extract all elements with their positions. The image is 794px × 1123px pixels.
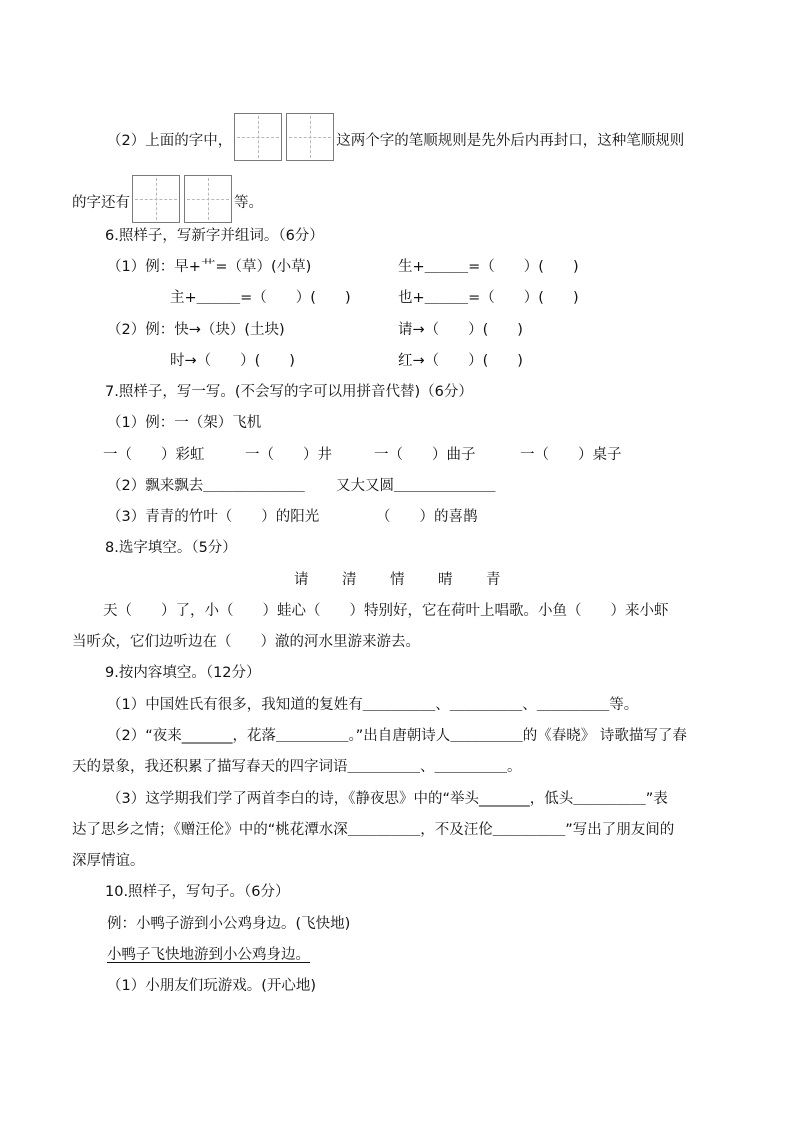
- q10-example: 例：小鸭子游到小公鸡身边。(飞快地): [107, 916, 351, 932]
- q5-2-line2: [72, 179, 263, 227]
- q8-title: 8.选字填空。（5分）: [105, 540, 237, 556]
- q7-item-well[interactable]: 一（ ）井: [245, 447, 332, 463]
- q7-title: 7.照样子，写一写。(不会写的字可以用拼音代替)（6分）: [105, 384, 473, 400]
- q7-row2-a[interactable]: （2）飘来飘去＿＿＿＿＿＿＿: [107, 478, 305, 494]
- q10-example-answer: 小鸭子飞快地游到小公鸡身边。: [107, 947, 310, 963]
- q6-row4-a[interactable]: 时→（ ）( ): [170, 353, 295, 369]
- q7-row2-b[interactable]: 又大又圆＿＿＿＿＿＿＿: [336, 478, 496, 494]
- q8-choice-2: 清: [342, 572, 357, 588]
- q9-line6: 深厚情谊。: [72, 853, 145, 869]
- q5-2-text-b: 这两个字的笔顺规则是先外后内再封口，这种笔顺规则: [336, 133, 685, 149]
- q6-row1-b[interactable]: 生+＿＿＿=（ ）( ): [398, 259, 579, 275]
- q6-row3-a: （2）例：快→（块）(土块): [107, 322, 285, 338]
- q6-row3-b[interactable]: 请→（ ）( ): [398, 322, 523, 338]
- q8-choice-5: 青: [486, 572, 501, 588]
- q7-item-rainbow[interactable]: 一（ ）彩虹: [103, 447, 205, 463]
- q6-row2-b[interactable]: 也+＿＿＿=（ ）( ): [398, 290, 579, 306]
- q10-item1: （1）小朋友们玩游戏。(开心地): [107, 978, 317, 994]
- q5-2-text-c: 的字还有: [72, 195, 130, 211]
- q7-row3-b[interactable]: （ ）的喜鹊: [376, 509, 478, 525]
- q10-title: 10.照样子，写句子。（6分）: [105, 884, 290, 900]
- q8-passage-line1[interactable]: 天（ ）了，小（ ）蛙心（ ）特别好，它在荷叶上唱歌。小鱼（ ）来小虾: [103, 603, 669, 619]
- q8-choice-3: 情: [390, 572, 405, 588]
- q7-example: （1）例：一（架）飞机: [107, 415, 262, 431]
- q9-line5[interactable]: 达了思乡之情；《赠汪伦》中的“桃花潭水深＿＿＿＿＿，不及汪伦＿＿＿＿＿”写出了朋友间的: [72, 822, 675, 838]
- q5-2-text-d: 等。: [234, 195, 263, 211]
- q6-row2-a[interactable]: 主+＿＿＿=（ ）( ): [170, 290, 351, 306]
- char-grid-box[interactable]: [286, 113, 334, 161]
- q8-choice-4: 晴: [438, 572, 453, 588]
- q9-line2[interactable]: （2）“夜来_______，花落＿＿＿＿＿。”出自唐朝诗人＿＿＿＿＿的《春晓》 诗歌描写了春: [107, 728, 687, 744]
- q5-2-line1: [107, 117, 684, 165]
- q6-row1-a: （1）例：早+艹=（草）(小草): [107, 259, 312, 275]
- char-grid-box[interactable]: [184, 175, 232, 223]
- q9-line3[interactable]: 天的景象，我还积累了描写春天的四字词语＿＿＿＿＿、＿＿＿＿＿。: [72, 759, 522, 775]
- q7-row3-a[interactable]: （3）青青的竹叶（ ）的阳光: [107, 509, 320, 525]
- char-grid-box[interactable]: [132, 175, 180, 223]
- q7-item-song[interactable]: 一（ ）曲子: [374, 447, 476, 463]
- q5-2-text-a: （2）上面的字中，: [107, 133, 233, 149]
- q8-choice-1: 请: [294, 572, 309, 588]
- q9-line1[interactable]: （1）中国姓氏有很多，我知道的复姓有＿＿＿＿＿、＿＿＿＿＿、＿＿＿＿＿等。: [107, 697, 639, 713]
- q6-row4-b[interactable]: 红→（ ）( ): [398, 353, 523, 369]
- q9-line4[interactable]: （3）这学期我们学了两首李白的诗，《静夜思》中的“举头_______，低头＿＿＿＿＿”表: [107, 791, 668, 807]
- q9-title: 9.按内容填空。（12分）: [105, 665, 261, 681]
- char-grid-box[interactable]: [234, 113, 282, 161]
- q8-passage-line2[interactable]: 当听众，它们边听边在（ ）澈的河水里游来游去。: [72, 634, 420, 650]
- q7-item-table[interactable]: 一（ ）桌子: [520, 447, 622, 463]
- q6-title: 6.照样子，写新字并组词。（6分）: [105, 228, 324, 244]
